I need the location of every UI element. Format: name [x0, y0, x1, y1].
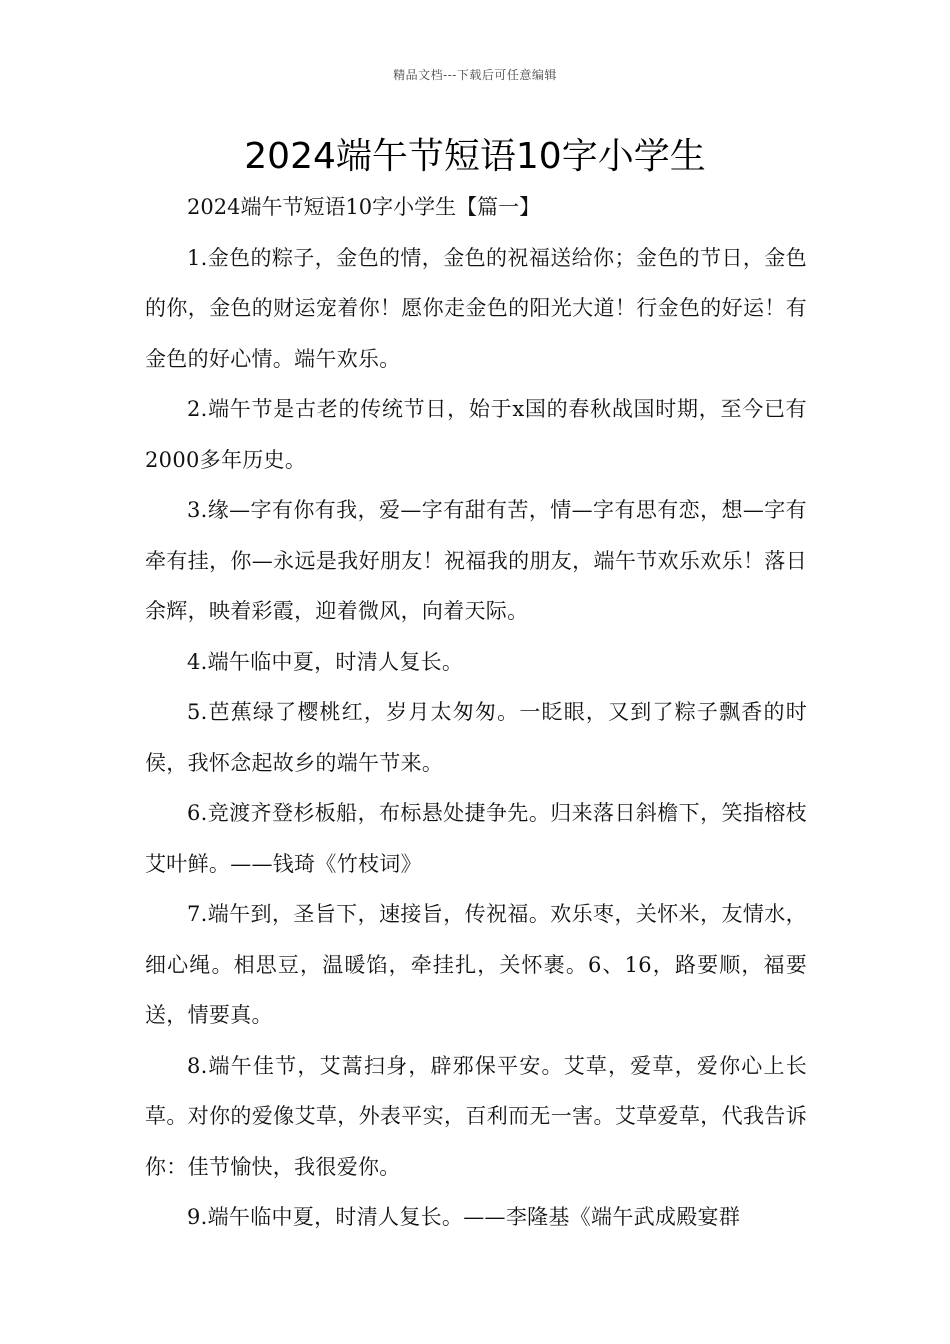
document-title: 2024端午节短语10字小学生: [244, 136, 706, 177]
paragraph-1: 1.金色的粽子，金色的情，金色的祝福送给你；金色的节日，金色的你，金色的财运宠着你！愿你走金色的阳光大道！行金色的好运！有金色的好心情。端午欢乐。: [145, 245, 807, 371]
paragraph-8: 8.端午佳节，艾蒿扫身，辟邪保平安。艾草，爱草，爱你心上长草。对你的爱像艾草，外表平实，百利而无一害。艾草爱草，代我告诉你：佳节愉快，我很爱你。: [145, 1053, 807, 1179]
section-subtitle: 2024端午节短语10字小学生【篇一】: [187, 195, 541, 219]
paragraph-4: 4.端午临中夏，时清人复长。: [187, 649, 464, 674]
header-note: 精品文档---下载后可任意编辑: [393, 68, 557, 82]
paragraph-3: 3.缘—字有你有我，爱—字有甜有苦，情—字有思有恋，想—字有牵有挂，你—永远是我好朋友！祝福我的朋友，端午节欢乐欢乐！落日余辉，映着彩霞，迎着微风，向着天际。: [145, 498, 807, 623]
document-body: [145, 182, 807, 1243]
paragraph-6: 6.竞渡齐登杉板船，布标悬处捷争先。归来落日斜檐下，笑指榕枝艾叶鲜。——钱琦《竹枝词》: [145, 801, 807, 876]
paragraph-5: 5.芭蕉绿了樱桃红，岁月太匆匆。一眨眼，又到了粽子飘香的时侯，我怀念起故乡的端午节来。: [145, 700, 807, 775]
paragraph-2: 2.端午节是古老的传统节日，始于x国的春秋战国时期，至今已有2000多年历史。: [145, 397, 807, 472]
paragraph-9: 9.端午临中夏，时清人复长。——李隆基《端午武成殿宴群: [187, 1205, 741, 1229]
paragraph-7: 7.端午到，圣旨下，速接旨，传祝福。欢乐枣，关怀米，友情水，细心绳。相思豆，温暖馅，牵挂扎，关怀裹。6、16，路要顺，福要送，情要真。: [145, 902, 807, 1027]
